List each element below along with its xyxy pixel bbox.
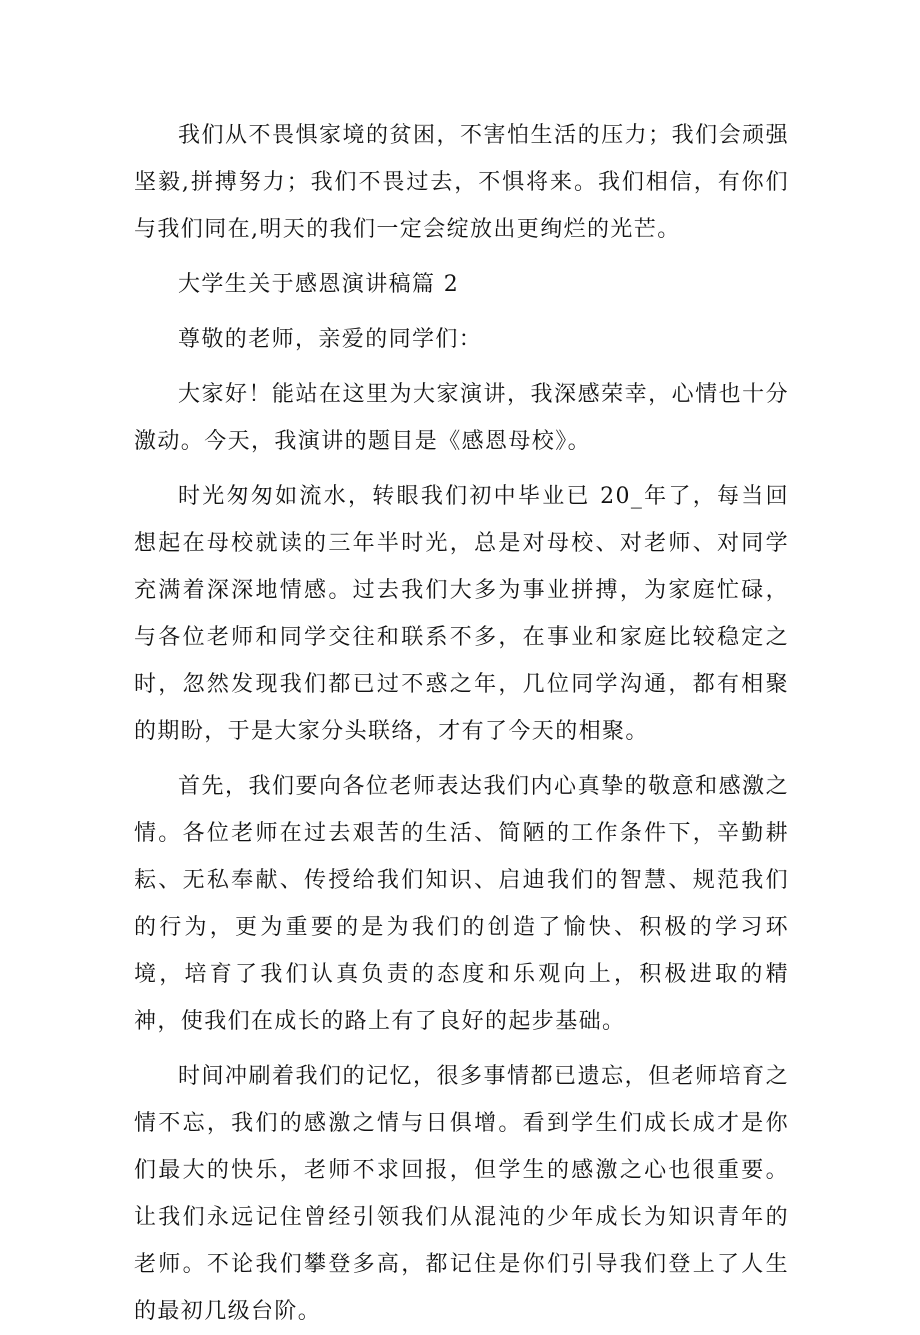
paragraph-time-passing: 时光匆匆如流水，转眼我们初中毕业已 20_年了，每当回想起在母校就读的三年半时光，总是对母校、对老师、对同学充满着深深地情感。过去我们大多为事业拼搏，为家庭忙碌，与各位老师和同学交往和联系不多，在事业和家庭比较稳定之时，忽然发现我们都已过不惑之年，几位同学沟通，都有相聚的期盼，于是大家分头联络，才有了今天的相聚。 <box>134 484 789 744</box>
paragraph-greeting: 大家好！能站在这里为大家演讲，我深感荣幸，心情也十分激动。今天，我演讲的题目是《感恩母校》。 <box>134 382 789 454</box>
salutation: 尊敬的老师，亲爱的同学们： <box>178 327 483 352</box>
paragraph-intro-closing: 我们从不畏惧家境的贫困，不害怕生活的压力；我们会顽强坚毅,拼搏努力；我们不畏过去，不惧将来。我们相信，有你们与我们同在,明天的我们一定会绽放出更绚烂的光芒。 <box>134 123 789 242</box>
section-heading: 大学生关于感恩演讲稿篇 2 <box>178 272 460 297</box>
paragraph-thanks-teachers: 首先，我们要向各位老师表达我们内心真挚的敬意和感激之情。各位老师在过去艰苦的生活、简陋的工作条件下，辛勤耕耘、无私奉献、传授给我们知识、启迪我们的智慧、规范我们的行为，更为重要的是为我们的创造了愉快、积极的学习环境，培育了我们认真负责的态度和乐观向上，积极进取的精神，使我们在成长的路上有了良好的起步基础。 <box>134 774 789 1034</box>
paragraph-memories: 时间冲刷着我们的记忆，很多事情都已遗忘，但老师培育之情不忘，我们的感激之情与日俱增。看到学生们成长成才是你们最大的快乐，老师不求回报，但学生的感激之心也很重要。让我们永远记住曾经引领我们从混沌的少年成长为知识青年的老师。不论我们攀登多高，都记住是你们引导我们登上了人生的最初几级台阶。 <box>134 1064 789 1324</box>
document-body <box>134 112 789 1335</box>
